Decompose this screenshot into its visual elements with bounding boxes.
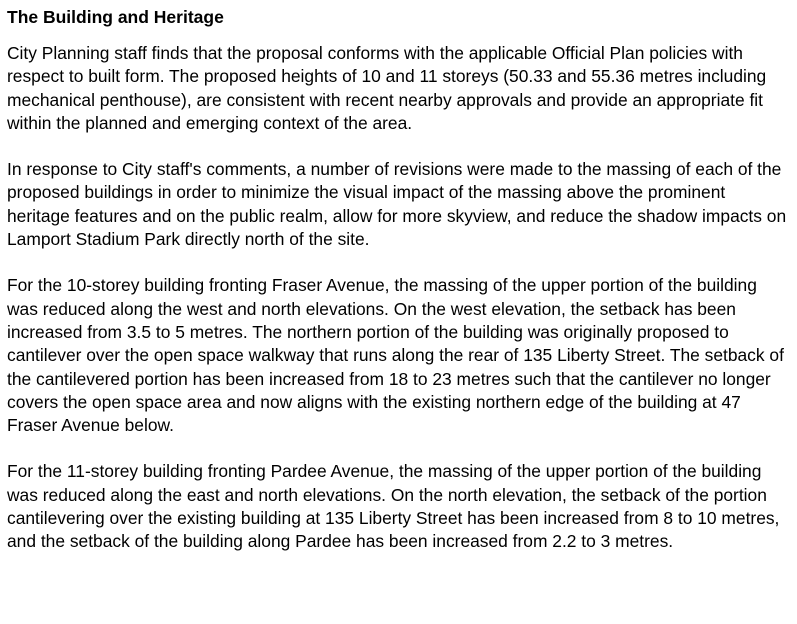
paragraph-fraser-building: For the 10-storey building fronting Fraser Avenue, the massing of the upper portion of the building was reduced along the west and north elevations. On the west elevation, the setback has been increased from 3.5 to 5 metres. The northern portion of the building was originally proposed to cantilever over the open space walkway that runs along the rear of 135 Liberty Street. The setback of the cantilevered portion has been increased from 18 to 23 metres such that the cantilever no longer covers the open space area and now aligns with the existing northern edge of the building at 47 Fraser Avenue below.: [7, 275, 784, 436]
paragraph-conformance: City Planning staff finds that the proposal conforms with the applicable Official Plan policies with respect to built form. The proposed heights of 10 and 11 storeys (50.33 and 55.36 metres including mechanical penthouse), are consistent with recent nearby approvals and provide an appropriate fit within the planned and emerging context of the area.: [7, 43, 767, 133]
section-heading: The Building and Heritage: [7, 7, 224, 27]
paragraph-revisions: In response to City staff's comments, a number of revisions were made to the massing of each of the proposed buildings in order to minimize the visual impact of the massing above the prominent heritage features and on the public realm, allow for more skyview, and reduce the shadow impacts on Lamport Stadium Park directly north of the site.: [7, 159, 787, 250]
paragraph-pardee-building: For the 11-storey building fronting Pardee Avenue, the massing of the upper portion of the building was reduced along the east and north elevations. On the north elevation, the setback of the portion cantilevering over the existing building at 135 Liberty Street has been increased from 8 to 10 metres, and the setback of the building along Pardee has been increased from 2.2 to 3 metres.: [7, 461, 780, 552]
